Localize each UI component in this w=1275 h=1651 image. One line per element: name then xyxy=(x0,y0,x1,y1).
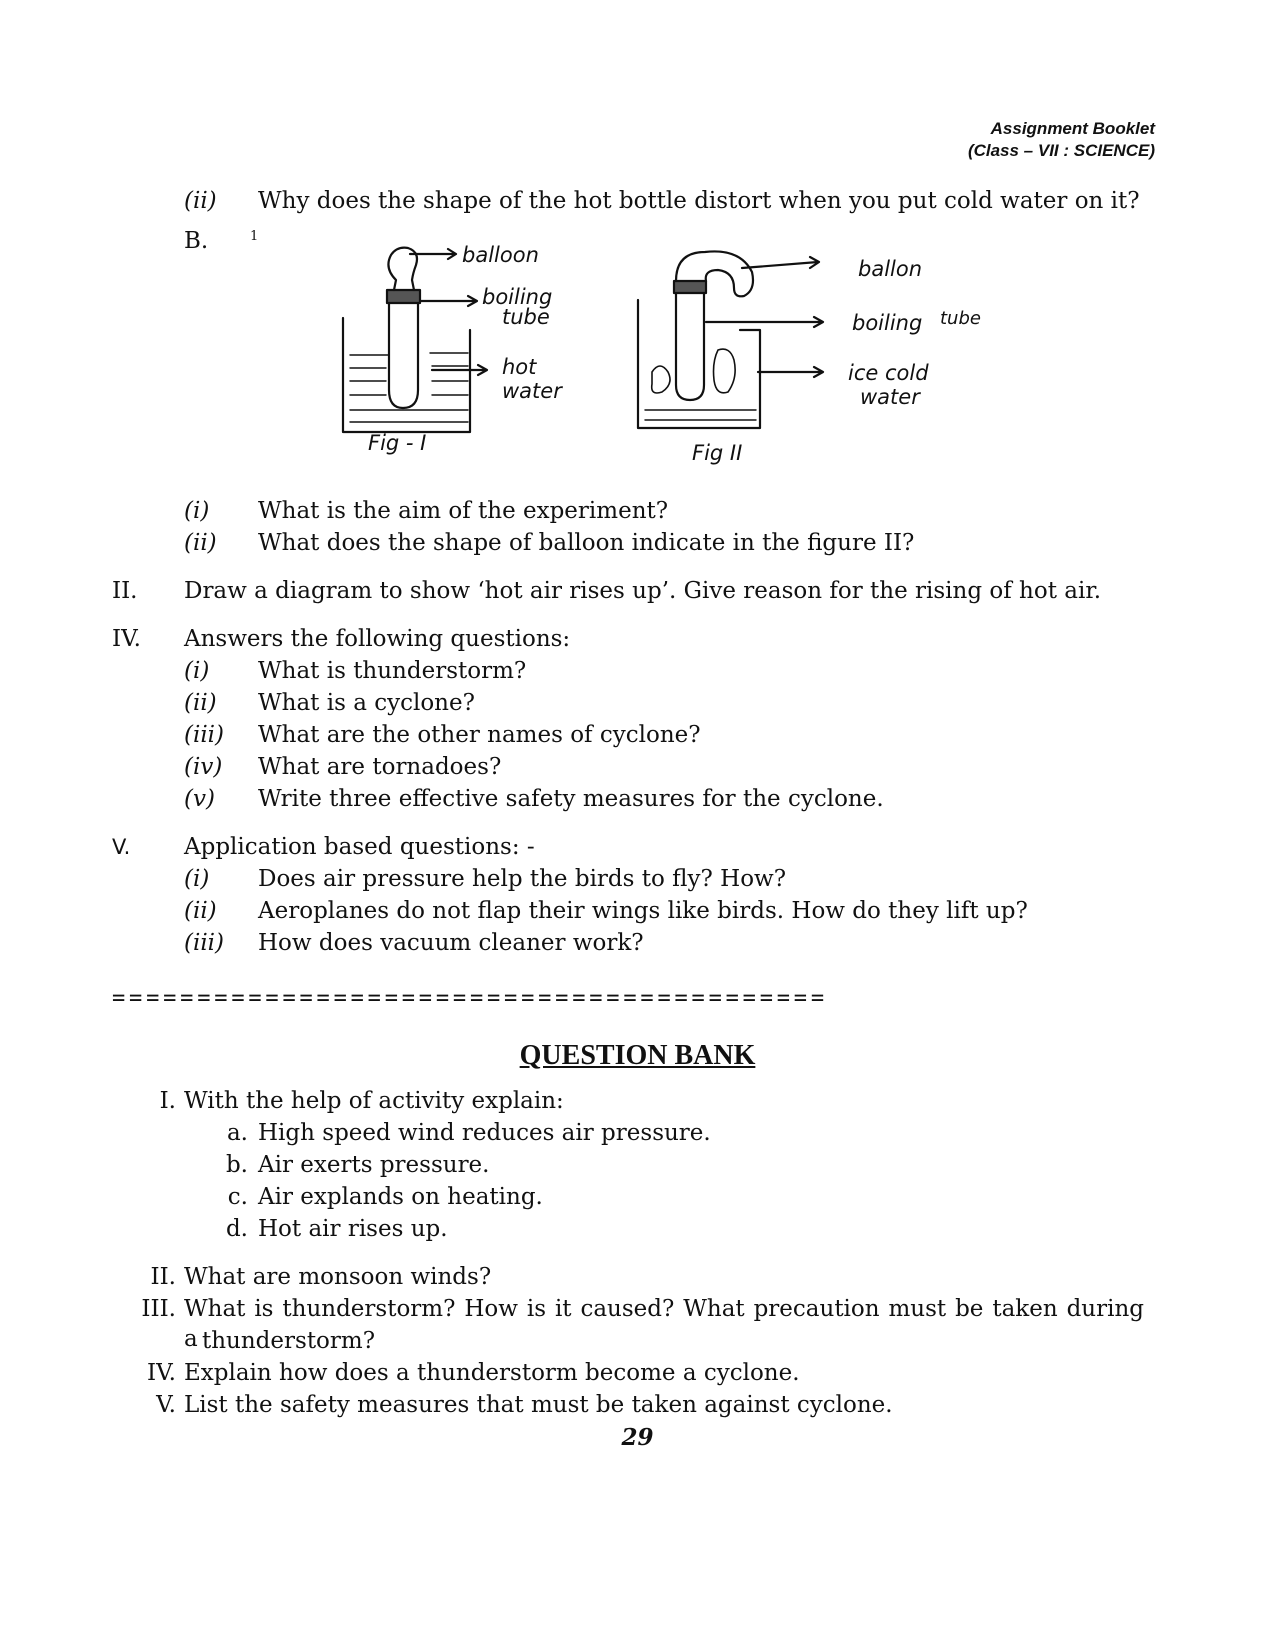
fig2-arrow-balloon xyxy=(742,257,819,268)
qb-q5-number: V. xyxy=(156,1392,176,1418)
v-item-number: (i) xyxy=(184,866,210,892)
qb-q4-number: IV. xyxy=(147,1360,176,1386)
fig2-ice-right xyxy=(714,349,736,393)
fig1-label-tube-1: boiling xyxy=(482,285,553,309)
fig2-label-water-2: water xyxy=(860,385,920,409)
section-separator: ========================================== xyxy=(112,986,828,1011)
iv-item-text: What is thunderstorm? xyxy=(258,658,527,684)
qb-q3-continuation: thunderstorm? xyxy=(202,1328,376,1354)
v-item-text: How does vacuum cleaner work? xyxy=(258,930,644,956)
qb-q2-number: II. xyxy=(150,1264,176,1290)
qb-q3-number: III. xyxy=(141,1296,176,1322)
fig2-arrow-tube xyxy=(706,317,823,327)
v-item-number: (iii) xyxy=(184,930,225,956)
qb-q1-text: With the help of activity explain: xyxy=(184,1088,564,1114)
fig2-stopper xyxy=(674,281,706,293)
qb-q1-item-text: High speed wind reduces air pressure. xyxy=(258,1120,711,1146)
fig2-boiling-tube xyxy=(676,292,704,400)
iv-item-text: What are tornadoes? xyxy=(258,754,502,780)
fig1-water-lines xyxy=(350,353,468,422)
prev-question-number: (ii) xyxy=(184,188,217,214)
fig1-caption: Fig - I xyxy=(368,431,427,455)
prev-question-text: Why does the shape of the hot bottle distort when you put cold water on it? xyxy=(258,188,1140,214)
iv-item-number: (v) xyxy=(184,786,215,812)
fig2-ice-left xyxy=(652,366,670,393)
fig2-water-lines xyxy=(645,410,756,420)
iv-item-text: Write three effective safety measures for the cyclone. xyxy=(258,786,884,812)
section-iv-text: Answers the following questions: xyxy=(184,626,571,652)
fig1-stopper xyxy=(387,290,420,303)
qb-q4-text: Explain how does a thunderstorm become a cyclone. xyxy=(184,1360,800,1386)
fig2-label-balloon: ballon xyxy=(858,257,923,281)
fig2-caption: Fig II xyxy=(692,441,743,465)
fig1-label-water-2: water xyxy=(502,379,562,403)
qb-q1-item-letter: c. xyxy=(227,1184,248,1210)
fig1-arrow-tube xyxy=(420,296,477,306)
question-bank-title: QUESTION BANK xyxy=(519,1040,756,1071)
qb-q1-item-letter: d. xyxy=(225,1216,248,1242)
b-q1-text: What is the aim of the experiment? xyxy=(258,498,669,524)
v-item-text: Does air pressure help the birds to fly? How? xyxy=(258,866,787,892)
section-ii-text: Draw a diagram to show ‘hot air rises up’. Give reason for the rising of hot air. xyxy=(184,578,1102,604)
v-item-number: (ii) xyxy=(184,898,217,924)
v-item-text: Aeroplanes do not flap their wings like birds. How do they lift up? xyxy=(258,898,1028,924)
page-number: 29 xyxy=(621,1424,654,1451)
qb-q1-number: I. xyxy=(159,1088,176,1114)
experiment-figures xyxy=(0,0,1275,480)
qb-q3-text: What is thunderstorm? How is it caused? What precaution must be taken during a xyxy=(184,1296,1144,1352)
header-subtitle: (Class – VII : SCIENCE) xyxy=(967,141,1155,160)
qb-q2-text: What are monsoon winds? xyxy=(184,1264,492,1290)
fig2-beaker xyxy=(638,300,760,428)
section-ii-number: II. xyxy=(112,578,138,604)
fig1-label-tube-2: tube xyxy=(502,305,550,329)
iv-item-text: What is a cyclone? xyxy=(258,690,475,716)
iv-item-number: (ii) xyxy=(184,690,217,716)
header-title: Assignment Booklet xyxy=(990,119,1155,138)
iv-item-number: (i) xyxy=(184,658,210,684)
section-v-number: V. xyxy=(112,835,131,859)
section-v-text: Application based questions: - xyxy=(184,834,535,860)
b-q2-text: What does the shape of balloon indicate in the figure II? xyxy=(258,530,915,556)
fig2-label-water-1: ice cold xyxy=(848,361,929,385)
fig2-label-tube-2: tube xyxy=(940,308,981,329)
qb-q1-item-letter: b. xyxy=(225,1152,248,1178)
iv-item-number: (iv) xyxy=(184,754,223,780)
qb-q1-item-text: Air exerts pressure. xyxy=(258,1152,490,1178)
fig1-label-balloon: balloon xyxy=(462,243,539,267)
qb-q1-item-letter: a. xyxy=(226,1120,248,1146)
fig1-label-water-1: hot xyxy=(502,355,537,379)
iv-item-number: (iii) xyxy=(184,722,225,748)
section-b-label: B. xyxy=(184,228,209,254)
qb-q1-item-text: Air explands on heating. xyxy=(258,1184,543,1210)
b-q1-number: (i) xyxy=(184,498,210,524)
qb-q5-text: List the safety measures that must be taken against cyclone. xyxy=(184,1392,893,1418)
fig2-label-tube-1: boiling xyxy=(852,311,923,335)
fig1-beaker xyxy=(343,318,470,432)
fig2-arrow-water xyxy=(758,367,823,377)
section-b-mark: 1 xyxy=(250,229,259,244)
section-iv-number: IV. xyxy=(112,626,141,652)
fig1-boiling-tube xyxy=(389,300,418,408)
iv-item-text: What are the other names of cyclone? xyxy=(258,722,701,748)
qb-q1-item-text: Hot air rises up. xyxy=(258,1216,448,1242)
b-q2-number: (ii) xyxy=(184,530,217,556)
